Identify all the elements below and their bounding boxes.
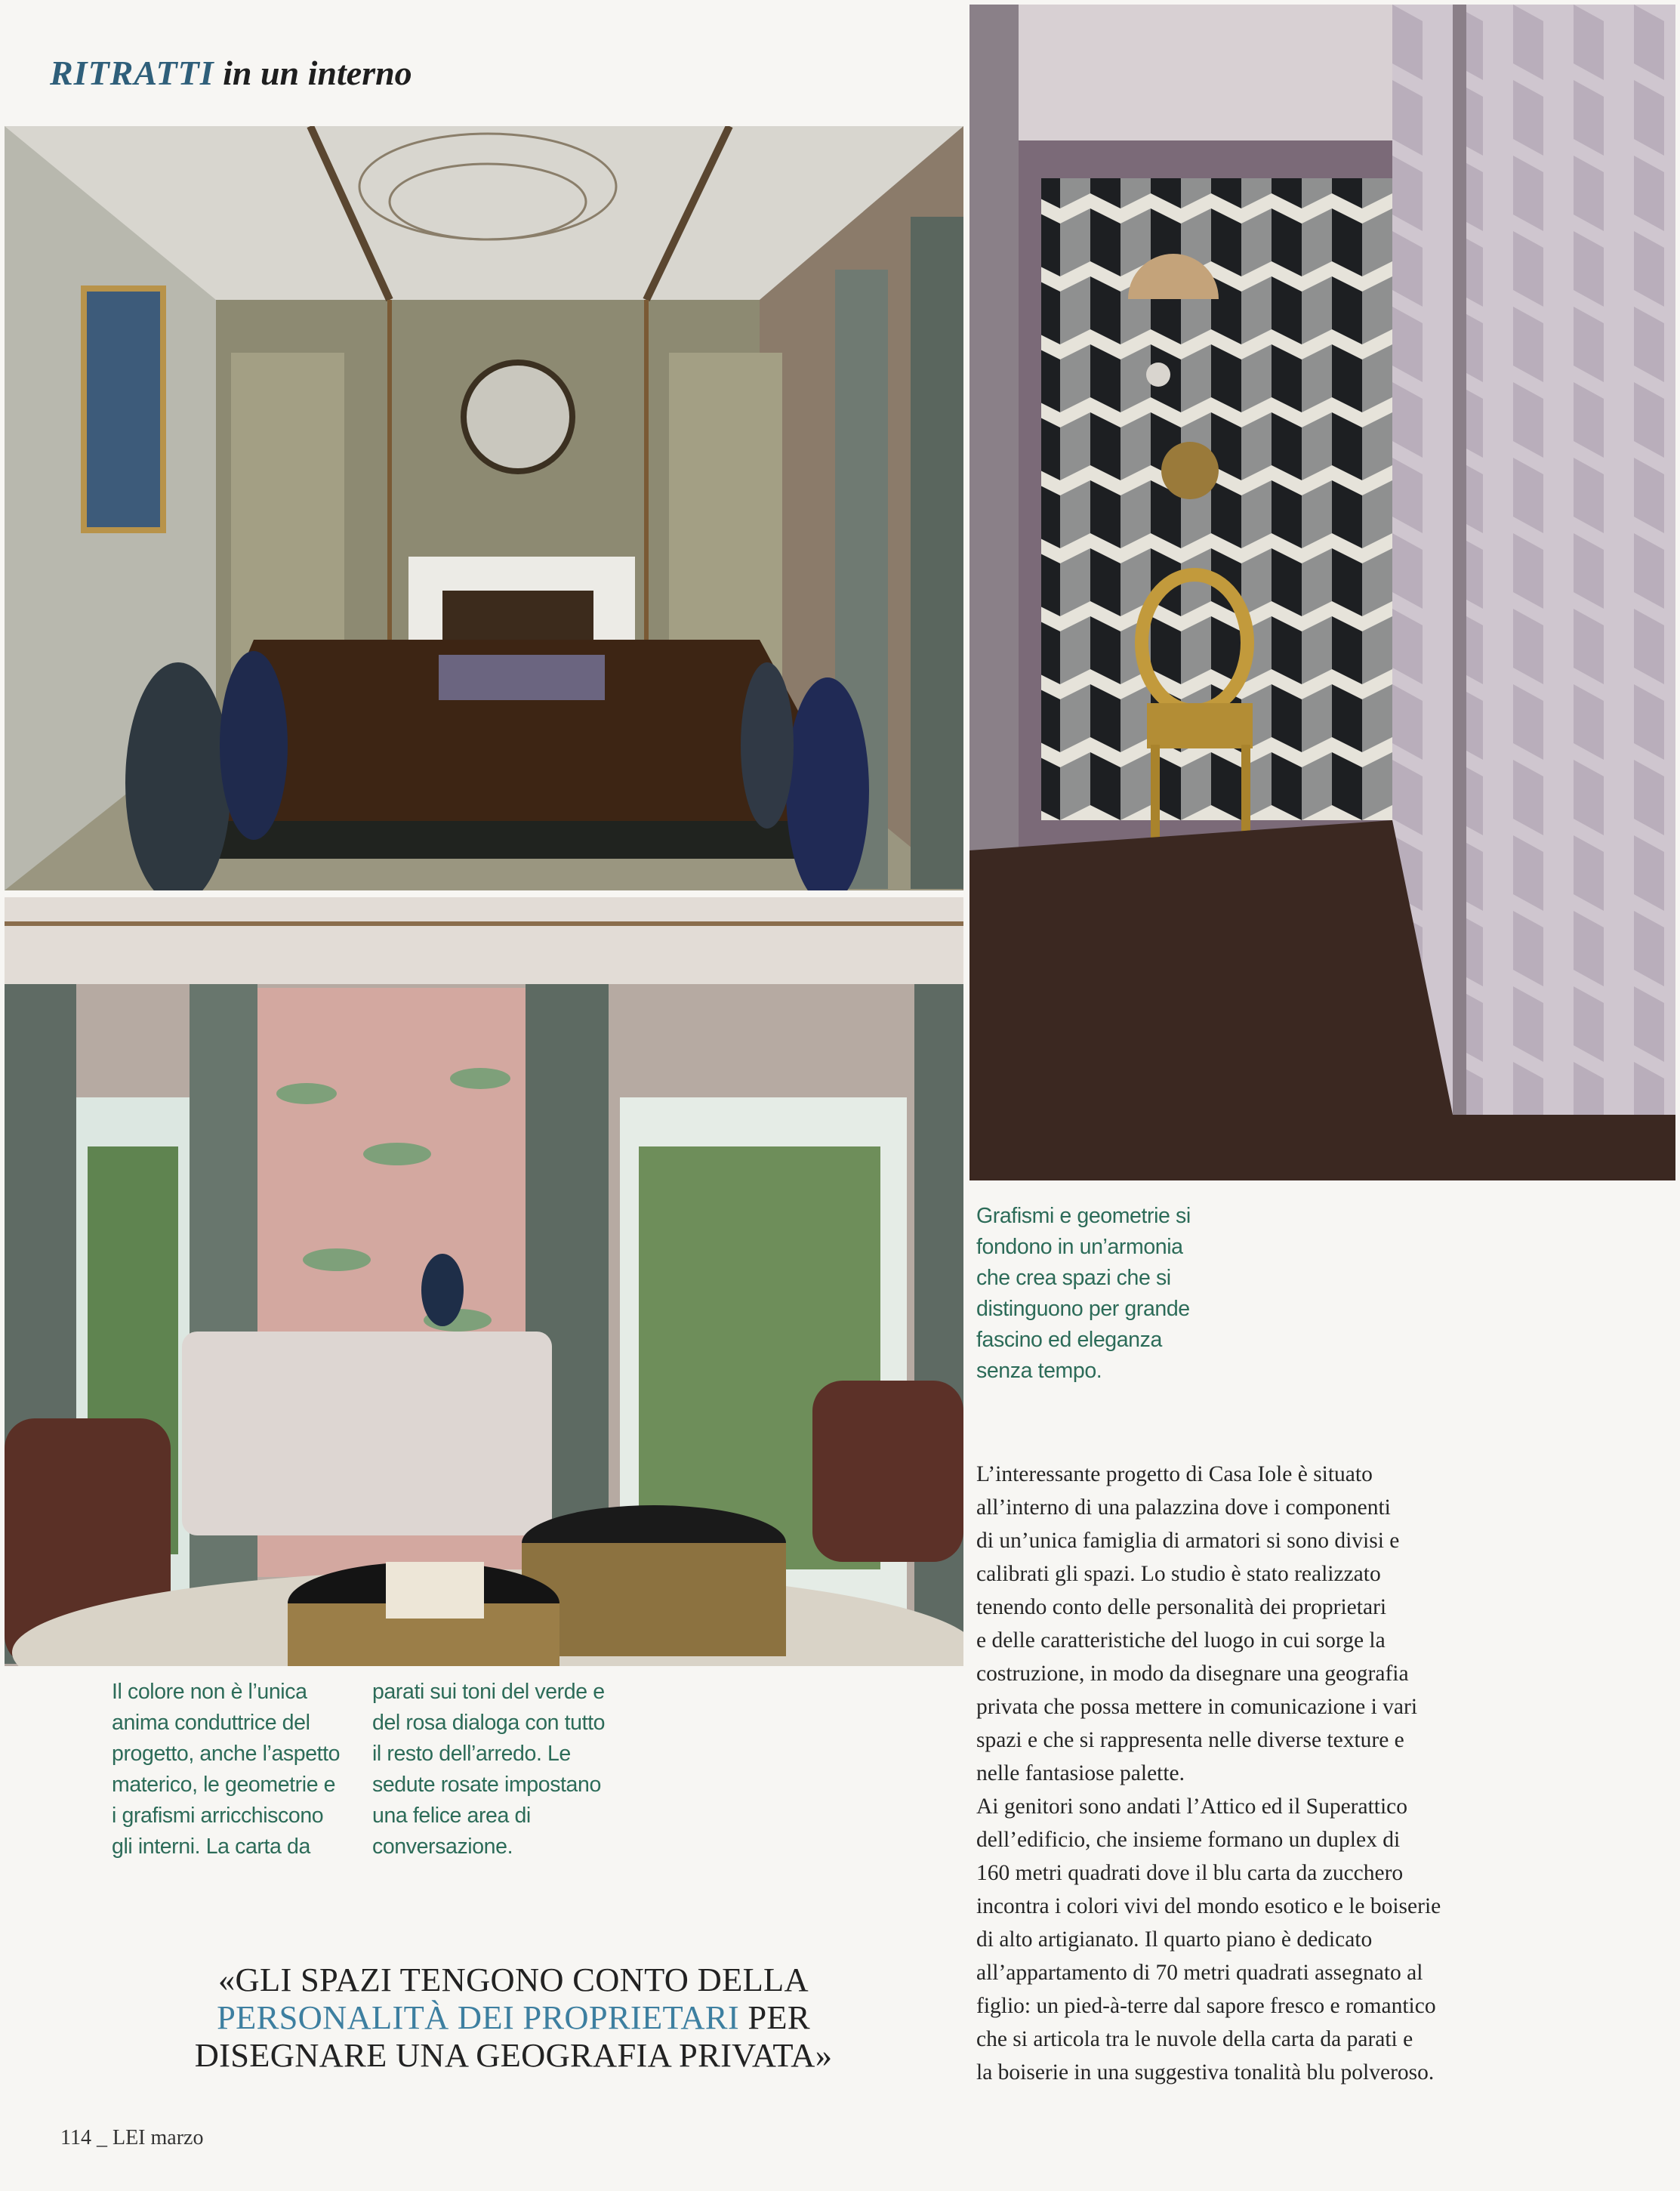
caption-line: gli interni. La carta da <box>112 1835 310 1859</box>
page-footer: 114 _ LEI marzo <box>60 2126 204 2149</box>
body-paragraph <box>976 1790 1626 2089</box>
caption-line: conversazione. <box>372 1835 513 1859</box>
section-header <box>50 53 412 93</box>
body-line: dell’edificio, che insieme formano un duplex di <box>976 1828 1401 1852</box>
body-paragraph <box>976 1458 1626 1790</box>
body-line: che si articola tra le nuvole della carta da parati e <box>976 2027 1413 2051</box>
body-line: calibrati gli spazi. Lo studio è stato realizzato <box>976 1562 1381 1586</box>
caption-line: fondono in un’armonia <box>976 1235 1183 1259</box>
body-line: all’interno di una palazzina dove i componenti <box>976 1495 1391 1520</box>
body-line: 160 metri quadrati dove il blu carta da zucchero <box>976 1861 1404 1885</box>
caption-hallway <box>976 1201 1191 1387</box>
caption-line: parati sui toni del verde e <box>372 1680 605 1704</box>
body-line: la boiserie in una suggestiva tonalità blu polveroso. <box>976 2060 1435 2085</box>
body-line: Ai genitori sono andati l’Attico ed il Superattico <box>976 1794 1408 1819</box>
caption-line: che crea spazi che si <box>976 1266 1171 1290</box>
pull-quote-line <box>113 1998 914 2036</box>
caption-line: sedute rosate impostano <box>372 1773 601 1797</box>
article-body <box>976 1458 1626 2089</box>
caption-living-col1 <box>112 1677 340 1862</box>
photo-living-room <box>5 897 963 1666</box>
body-line: di un’unica famiglia di armatori si sono divisi e <box>976 1529 1400 1553</box>
caption-line: Grafismi e geometrie si <box>976 1204 1191 1228</box>
body-line: spazi e che si rappresenta nelle diverse texture e <box>976 1728 1404 1752</box>
caption-line: Il colore non è l’unica <box>112 1680 307 1704</box>
caption-line: del rosa dialoga con tutto <box>372 1711 606 1735</box>
body-line: di alto artigianato. Il quarto piano è dedicato <box>976 1927 1373 1952</box>
pull-quote-rest: PER <box>738 1998 810 2036</box>
pull-quote-accent: PERSONALITÀ DEI PROPRIETARI <box>217 1998 739 2036</box>
caption-line: il resto dell’arredo. Le <box>372 1742 571 1766</box>
caption-line: i grafismi arricchiscono <box>112 1804 324 1828</box>
caption-line: una felice area di <box>372 1804 531 1828</box>
section-header-rest: in un interno <box>214 54 412 92</box>
pull-quote-line: «GLI SPAZI TENGONO CONTO DELLA <box>218 1961 809 1998</box>
body-line: nelle fantasiose palette. <box>976 1761 1185 1785</box>
body-line: privata che possa mettere in comunicazione i vari <box>976 1695 1418 1719</box>
caption-line: anima conduttrice del <box>112 1711 310 1735</box>
caption-line: fascino ed eleganza <box>976 1328 1162 1352</box>
section-header-accent: RITRATTI <box>50 54 214 92</box>
body-line: incontra i colori vivi del mondo esotico e le boiserie <box>976 1894 1441 1918</box>
caption-line: materico, le geometrie e <box>112 1773 336 1797</box>
pull-quote-line: DISEGNARE UNA GEOGRAFIA PRIVATA» <box>194 2036 833 2074</box>
photo-hallway-chair <box>969 5 1675 1180</box>
body-line: costruzione, in modo da disegnare una geografia <box>976 1662 1409 1686</box>
body-line: L’interessante progetto di Casa Iole è situato <box>976 1462 1373 1486</box>
caption-line: senza tempo. <box>976 1359 1102 1383</box>
caption-living-col2 <box>372 1677 605 1862</box>
pull-quote <box>113 1961 914 2074</box>
body-line: tenendo conto delle personalità dei proprietari <box>976 1595 1387 1619</box>
photo-dining-room <box>5 126 963 890</box>
body-line: all’appartamento di 70 metri quadrati assegnato al <box>976 1961 1423 1985</box>
caption-line: distinguono per grande <box>976 1297 1190 1321</box>
body-line: figlio: un pied-à-terre dal sapore fresco e romantico <box>976 1994 1436 2018</box>
body-line: e delle caratteristiche del luogo in cui sorge la <box>976 1628 1386 1653</box>
caption-line: progetto, anche l’aspetto <box>112 1742 341 1766</box>
